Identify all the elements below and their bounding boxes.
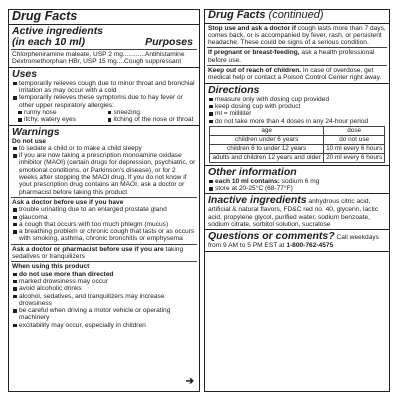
list-item: ml = milliliter <box>208 110 386 117</box>
list-item: be careful when driving a motor vehicle or operating machinery <box>12 307 196 322</box>
ask-pharmacist-note: Ask a doctor or pharmacist before use if you are taking sedatives or tranquilizers <box>12 245 184 261</box>
table-header-cell: age <box>210 126 324 135</box>
list-item: sneezing <box>107 109 197 116</box>
table-cell: children under 6 years <box>210 135 324 144</box>
drug-facts-panel-right <box>204 9 390 392</box>
stop-use-warning: Stop use and ask a doctor if cough lasts more than 7 days, comes back, or is accompanied by fever, rash, or persistent headache. These could be signs of a serious condition. <box>208 24 386 47</box>
purposes-header: Purposes <box>145 36 193 49</box>
ask-doctor-heading: Ask a doctor before use if you have <box>12 198 124 206</box>
drug-facts-title: Drug Facts <box>12 9 78 23</box>
list-item: marked drowsiness may occur <box>12 278 196 285</box>
continued-arrow-icon: ➔ <box>185 376 194 387</box>
directions-list <box>205 96 389 125</box>
drug-facts-panel-left <box>8 9 200 392</box>
drug-facts-continued-title: Drug Facts (continued) <box>208 9 324 21</box>
table-cell: do not use <box>324 135 385 144</box>
other-information-list <box>205 178 389 193</box>
list-item: glaucoma <box>12 214 196 221</box>
table-row <box>210 144 385 153</box>
list-item: if you are now taking a prescription monoamine oxidase inhibitor (MAOI) (certain drugs for depression, psychiatric, or emotional conditions, or Parkinson's disease), or for 2 weeks after stopping the MAOI drug. If you do not know if your prescription drug contains an MAOI, ask a doctor or pharmacist before taking this product <box>12 152 196 196</box>
ask-doctor-list <box>9 206 199 242</box>
table-cell: 20 ml every 6 hours <box>324 153 385 162</box>
table-row <box>210 153 385 162</box>
list-item: excitability may occur, especially in children <box>12 322 196 329</box>
list-item: to sedate a child or to make a child sleepy <box>12 145 196 152</box>
do-not-use-list <box>9 145 199 196</box>
list-item: each 10 ml contains: sodium 6 mg <box>208 178 386 185</box>
warnings-header: Warnings <box>12 125 60 138</box>
active-ingredients-subheader: (in each 10 ml) <box>12 36 85 49</box>
table-cell: adults and children 12 years and older <box>210 153 324 162</box>
list-item: a breathing problem or chronic cough that lasts or as occurs with smoking, asthma, chronic bronchitis or emphysema <box>12 228 196 243</box>
phone-number: 1-800-762-4575 <box>286 242 334 250</box>
list-item: itching of the nose or throat <box>107 116 197 123</box>
list-item: trouble urinating due to an enlarged prostate gland <box>12 206 196 213</box>
list-item: avoid alcoholic drinks <box>12 285 196 292</box>
list-item: store at 20-25°C (68-77°F) <box>208 185 386 192</box>
inactive-ingredients: Inactive ingredients anhydrous citric acid, artificial & natural flavors, FD&C red no. 40, glycerin, lactic acid, propylene glycol, purified water, sodium benzoate, sodium citrate, sorbitol solution, sucralose <box>208 194 379 229</box>
list-item: itchy, watery eyes <box>17 116 107 123</box>
list-item: keep dosing cup with product <box>208 103 386 110</box>
do-not-use-heading: Do not use <box>12 137 47 145</box>
ingredient-row: Chlorpheniramine maleate, USP 2 mg............Antihistamine <box>12 51 185 59</box>
active-ingredients-header: Active ingredients <box>12 25 104 38</box>
uses-list <box>9 80 199 109</box>
when-using-heading: When using this product <box>12 263 90 271</box>
dosage-table <box>209 126 385 163</box>
ingredient-row: Dextromethorphan HBr, USP 15 mg....Cough suppressant <box>12 58 182 66</box>
table-header-cell: dose <box>324 126 385 135</box>
table-cell: 10 ml every 6 hours <box>324 144 385 153</box>
list-item: runny nose <box>17 109 107 116</box>
directions-header: Directions <box>208 83 260 96</box>
symptoms-list <box>9 109 199 124</box>
other-information-header: Other information <box>208 165 297 178</box>
table-cell: children 6 to under 12 years <box>210 144 324 153</box>
keep-out-of-reach-warning: Keep out of reach of children. In case of overdose, get medical help or contact a Poison Control Center right away. <box>208 67 382 82</box>
when-using-list <box>9 271 199 329</box>
table-row <box>210 126 385 135</box>
table-row <box>210 135 385 144</box>
list-item: do not take more than 4 doses in any 24-hour period <box>208 118 386 125</box>
list-item: measure only with dosing cup provided <box>208 96 386 103</box>
list-item: alcohol, sedatives, and tranquilizers may increase drowsiness <box>12 293 196 308</box>
list-item: do not use more than directed <box>12 271 196 278</box>
list-item: a cough that occurs with too much phlegm (mucus) <box>12 221 196 228</box>
list-item: temporarily relieves these symptoms due to hay fever or other upper respiratory allergies: <box>12 94 196 109</box>
pregnancy-warning: If pregnant or breast-feeding, ask a health professional before use. <box>208 49 375 64</box>
uses-header: Uses <box>12 67 38 80</box>
list-item: temporarily relieves cough due to minor throat and bronchial irritation as may occur with a cold <box>12 80 196 95</box>
questions-or-comments: Questions or comments? Call weekdays from 9 AM to 5 PM EST at 1-800-762-4575 <box>208 230 379 250</box>
